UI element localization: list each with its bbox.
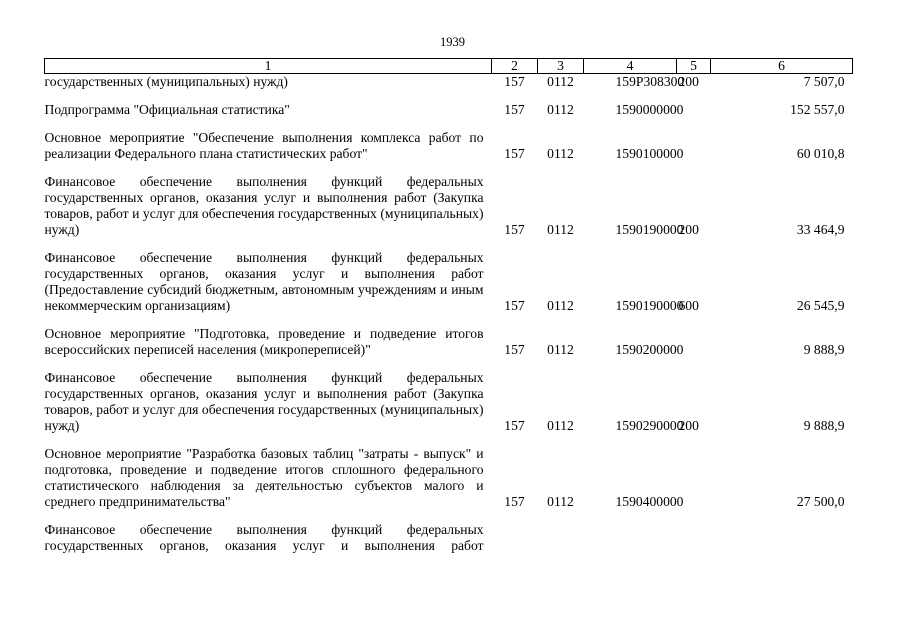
row-code-4: 159Р308300 [615, 74, 685, 89]
table-row [45, 90, 853, 118]
row-amount: 33 464,9 [796, 222, 845, 237]
row-name: Финансовое обеспечение выполнения функций федеральных государственных органов, оказания услуг и выполнения работ [44, 522, 484, 553]
column-header-2: 2 [492, 59, 538, 74]
row-code-4: 1590190000 [615, 298, 684, 313]
table-row [45, 118, 853, 162]
row-code-2: 157 [504, 146, 525, 161]
table-header [45, 59, 853, 74]
row-code-4: 1590190000 [615, 222, 684, 237]
row-code-2: 157 [504, 298, 525, 313]
column-header-6: 6 [711, 59, 853, 74]
row-code-4: 1590290000 [615, 418, 684, 433]
row-amount: 9 888,9 [803, 342, 845, 357]
table-row [45, 510, 853, 554]
row-code-4: 1590100000 [615, 146, 684, 161]
page-number: 1939 [440, 35, 465, 49]
row-name: Финансовое обеспечение выполнения функций федеральных государственных органов, оказания услуг и выполнения работ (Закупка товаров, работ и услуг для обеспечения государственных (муниципальных) нужд) [44, 174, 484, 237]
table-row [45, 314, 853, 358]
row-code-3: 0112 [547, 146, 574, 161]
row-code-5: 600 [678, 298, 699, 313]
column-header-1: 1 [45, 59, 492, 74]
row-code-3: 0112 [547, 298, 574, 313]
column-header-5: 5 [677, 59, 711, 74]
row-name: Основное мероприятие "Подготовка, проведение и подведение итогов всероссийских переписей населения (микропереписей)" [44, 326, 484, 357]
row-code-5: 200 [678, 74, 699, 89]
row-code-2: 157 [504, 418, 525, 433]
budget-table [44, 58, 853, 554]
row-code-4: 1590200000 [615, 342, 684, 357]
row-code-4 [584, 510, 677, 554]
row-name: Финансовое обеспечение выполнения функций федеральных государственных органов, оказания услуг и выполнения работ (Закупка товаров, работ и услуг для обеспечения государственных (муниципальных) нужд) [44, 370, 484, 433]
table-row [45, 358, 853, 434]
row-code-5: 200 [678, 418, 699, 433]
row-code-2: 157 [504, 222, 525, 237]
row-code-3: 0112 [547, 418, 574, 433]
column-header-4: 4 [584, 59, 677, 74]
row-name: Основное мероприятие "Обеспечение выполнения комплекса работ по реализации Федерального плана статистических работ" [44, 130, 484, 161]
row-code-2: 157 [504, 494, 525, 509]
row-code-3: 0112 [547, 494, 574, 509]
table-row [45, 238, 853, 314]
table-row [45, 74, 853, 91]
column-header-3: 3 [538, 59, 584, 74]
row-name: Финансовое обеспечение выполнения функций федеральных государственных органов, оказания услуг и выполнения работ (Предоставление субсидий бюджетным, автономным учреждениям и иным некоммерческим организациям) [44, 250, 484, 313]
row-code-2: 157 [504, 102, 525, 117]
row-code-5 [677, 510, 711, 554]
row-code-4: 1590000000 [615, 102, 684, 117]
row-amount: 26 545,9 [796, 298, 845, 313]
row-name: государственных (муниципальных) нужд) [44, 74, 288, 89]
row-code-4: 1590400000 [615, 494, 684, 509]
table-body [45, 74, 853, 555]
row-code-2: 157 [504, 342, 525, 357]
table-row [45, 434, 853, 510]
row-amount: 9 888,9 [803, 418, 845, 433]
row-code-2: 157 [504, 74, 525, 89]
row-code-3: 0112 [547, 222, 574, 237]
row-amount: 152 557,0 [790, 102, 845, 117]
row-amount [711, 510, 853, 554]
row-amount: 27 500,0 [796, 494, 845, 509]
row-code-3 [538, 510, 584, 554]
row-code-3: 0112 [547, 74, 574, 89]
table-row [45, 162, 853, 238]
row-amount: 60 010,8 [796, 146, 845, 161]
row-code-3: 0112 [547, 342, 574, 357]
row-name: Подпрограмма "Официальная статистика" [44, 102, 290, 117]
row-code-5: 200 [678, 222, 699, 237]
row-amount: 7 507,0 [803, 74, 845, 89]
row-code-2 [492, 510, 538, 554]
row-name: Основное мероприятие "Разработка базовых таблиц "затраты - выпуск" и подготовка, проведение и подведение итогов сплошного федерального статистического наблюдения за деятельностью субъектов малого и среднего предпринимательства" [44, 446, 484, 509]
row-code-3: 0112 [547, 102, 574, 117]
